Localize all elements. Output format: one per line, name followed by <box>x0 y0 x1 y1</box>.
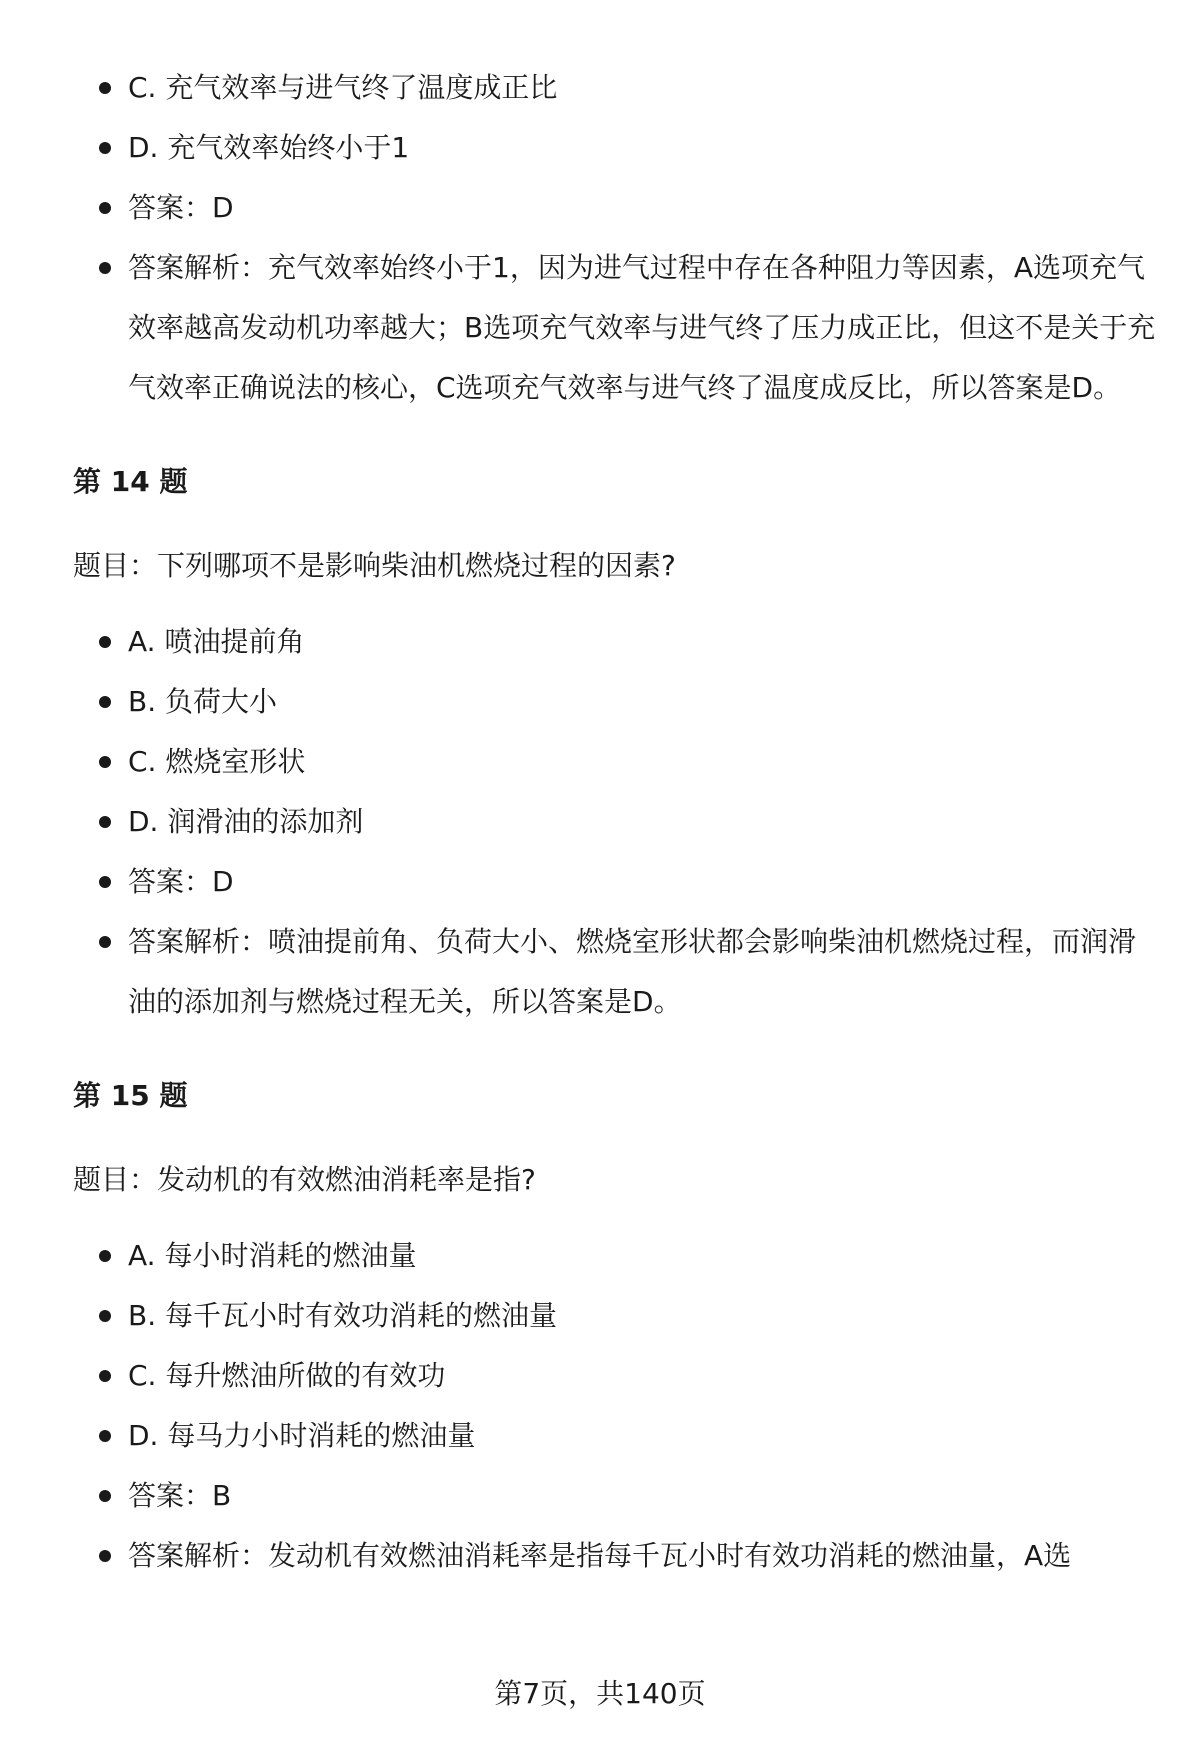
answer-item: 答案：D <box>73 178 1158 238</box>
list-item: A. 喷油提前角 <box>73 612 1158 672</box>
q13-continued-list <box>73 58 1158 418</box>
list-item: B. 每千瓦小时有效功消耗的燃油量 <box>73 1286 1158 1346</box>
question-15-text: 题目：发动机的有效燃油消耗率是指? <box>73 1163 536 1196</box>
page-content <box>73 58 1158 1586</box>
list-item: C. 充气效率与进气终了温度成正比 <box>73 58 1158 118</box>
question-15-heading: 第 15 题 <box>73 1079 188 1112</box>
answer-item: 答案：D <box>73 852 1158 912</box>
list-item: C. 燃烧室形状 <box>73 732 1158 792</box>
list-item: C. 每升燃油所做的有效功 <box>73 1346 1158 1406</box>
answer-item: 答案：B <box>73 1466 1158 1526</box>
question-14-text: 题目：下列哪项不是影响柴油机燃烧过程的因素? <box>73 549 676 582</box>
explanation-item: 答案解析：充气效率始终小于1，因为进气过程中存在各种阻力等因素，A选项充气效率越高发动机功率越大；B选项充气效率与进气终了压力成正比，但这不是关于充气效率正确说法的核心，C选项充气效率与进气终了温度成反比，所以答案是D。 <box>73 238 1158 418</box>
explanation-item: 答案解析：发动机有效燃油消耗率是指每千瓦小时有效功消耗的燃油量，A选 <box>73 1526 1158 1586</box>
page-footer: 第7页，共140页 <box>494 1677 706 1710</box>
list-item: D. 充气效率始终小于1 <box>73 118 1158 178</box>
question-14-options <box>73 612 1158 1032</box>
explanation-item: 答案解析：喷油提前角、负荷大小、燃烧室形状都会影响柴油机燃烧过程，而润滑油的添加剂与燃烧过程无关，所以答案是D。 <box>73 912 1158 1032</box>
question-15-options <box>73 1226 1158 1586</box>
question-14-heading: 第 14 题 <box>73 465 188 498</box>
list-item: A. 每小时消耗的燃油量 <box>73 1226 1158 1286</box>
list-item: D. 润滑油的添加剂 <box>73 792 1158 852</box>
list-item: D. 每马力小时消耗的燃油量 <box>73 1406 1158 1466</box>
list-item: B. 负荷大小 <box>73 672 1158 732</box>
